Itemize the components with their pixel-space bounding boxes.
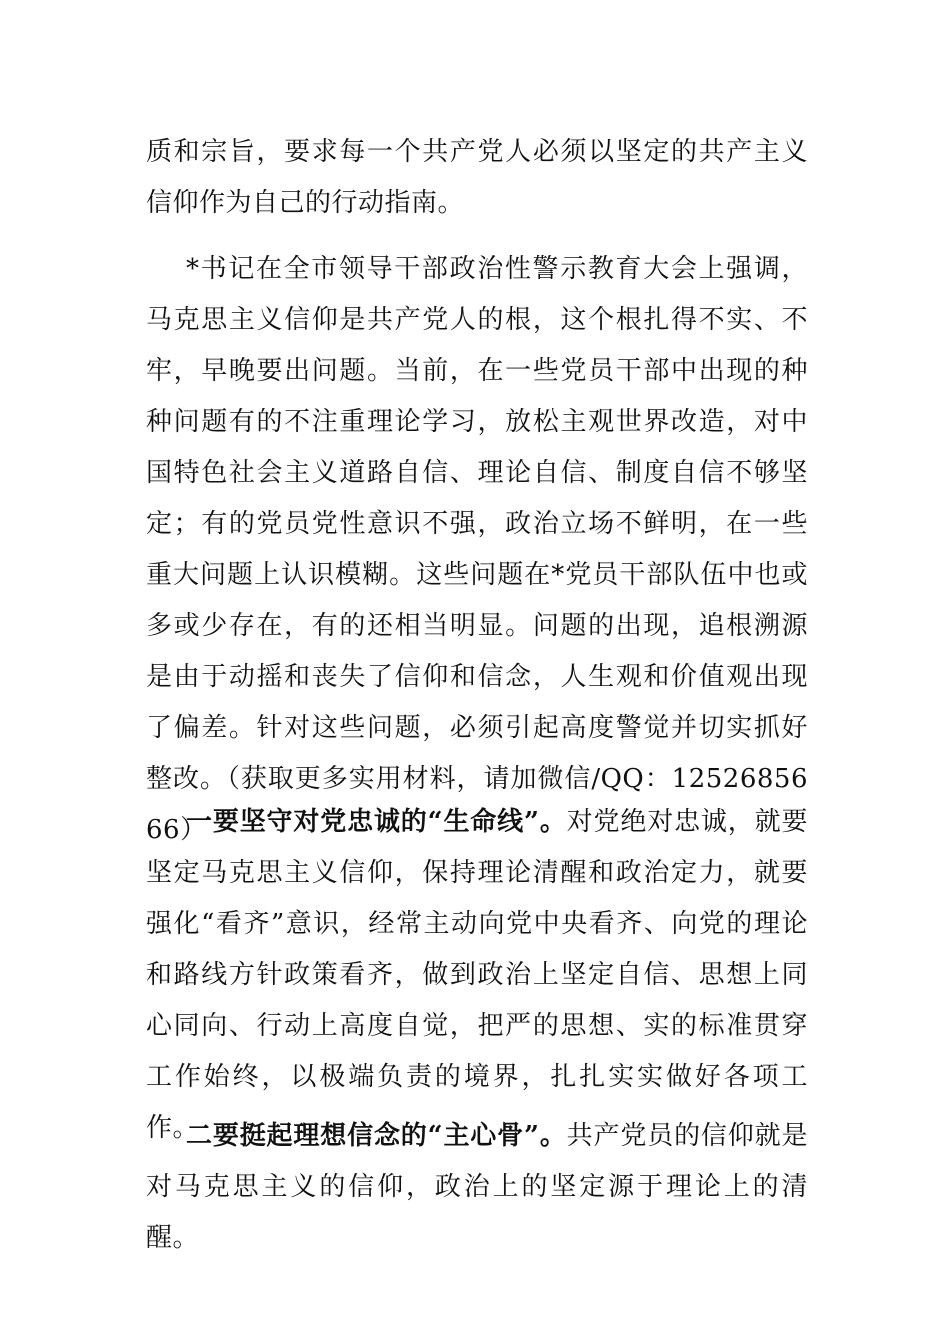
paragraph-text: 对党绝对忠诚，就要坚定马克思主义信仰，保持理论清醒和政治定力，就要强化“看齐”意识，经常主动向党中央看齐、向党的理论和路线方针政策看齐，做到政治上坚定自信、思想上同心同向、行动上高度自觉，把严的思想、实的标准贯穿工作始终，以极端负责的境界，扎扎实实做好各项工作。	[146, 807, 808, 1143]
paragraph-secretary-speech	[146, 244, 808, 856]
paragraph-heading: 二要挺起理想信念的“主心骨”。	[186, 1121, 567, 1151]
paragraph-loyalty	[146, 797, 808, 1154]
paragraph-text: 质和宗旨，要求每一个共产党人必须以坚定的共产主义信仰作为自己的行动指南。	[146, 137, 808, 218]
paragraph-continuation	[146, 127, 808, 229]
paragraph-text: *书记在全市领导干部政治性警示教育大会上强调，马克思主义信仰是共产党人的根，这个根扎得不实、不牢，早晚要出问题。当前，在一些党员干部中出现的种种问题有的不注重理论学习，放松主观世界改造，对中国特色社会主义道路自信、理论自信、制度自信不够坚定；有的党员党性意识不强，政治立场不鲜明，在一些重大问题上认识模糊。这些问题在*党员干部队伍中也或多或少存在，有的还相当明显。问题的出现，追根溯源是由于动摇和丧失了信仰和信念，人生观和价值观出现了偏差。针对这些问题，必须引起高度警觉并切实抓好整改。（获取更多实用材料，请加微信/QQ：1252685666）	[146, 254, 808, 845]
paragraph-text: 共产党员的信仰就是对马克思主义的信仰，政治上的坚定源于理论上的清醒。	[146, 1121, 808, 1253]
paragraph-heading: 一要坚守对党忠诚的“生命线”。	[186, 807, 567, 837]
paragraph-ideals	[146, 1111, 808, 1264]
